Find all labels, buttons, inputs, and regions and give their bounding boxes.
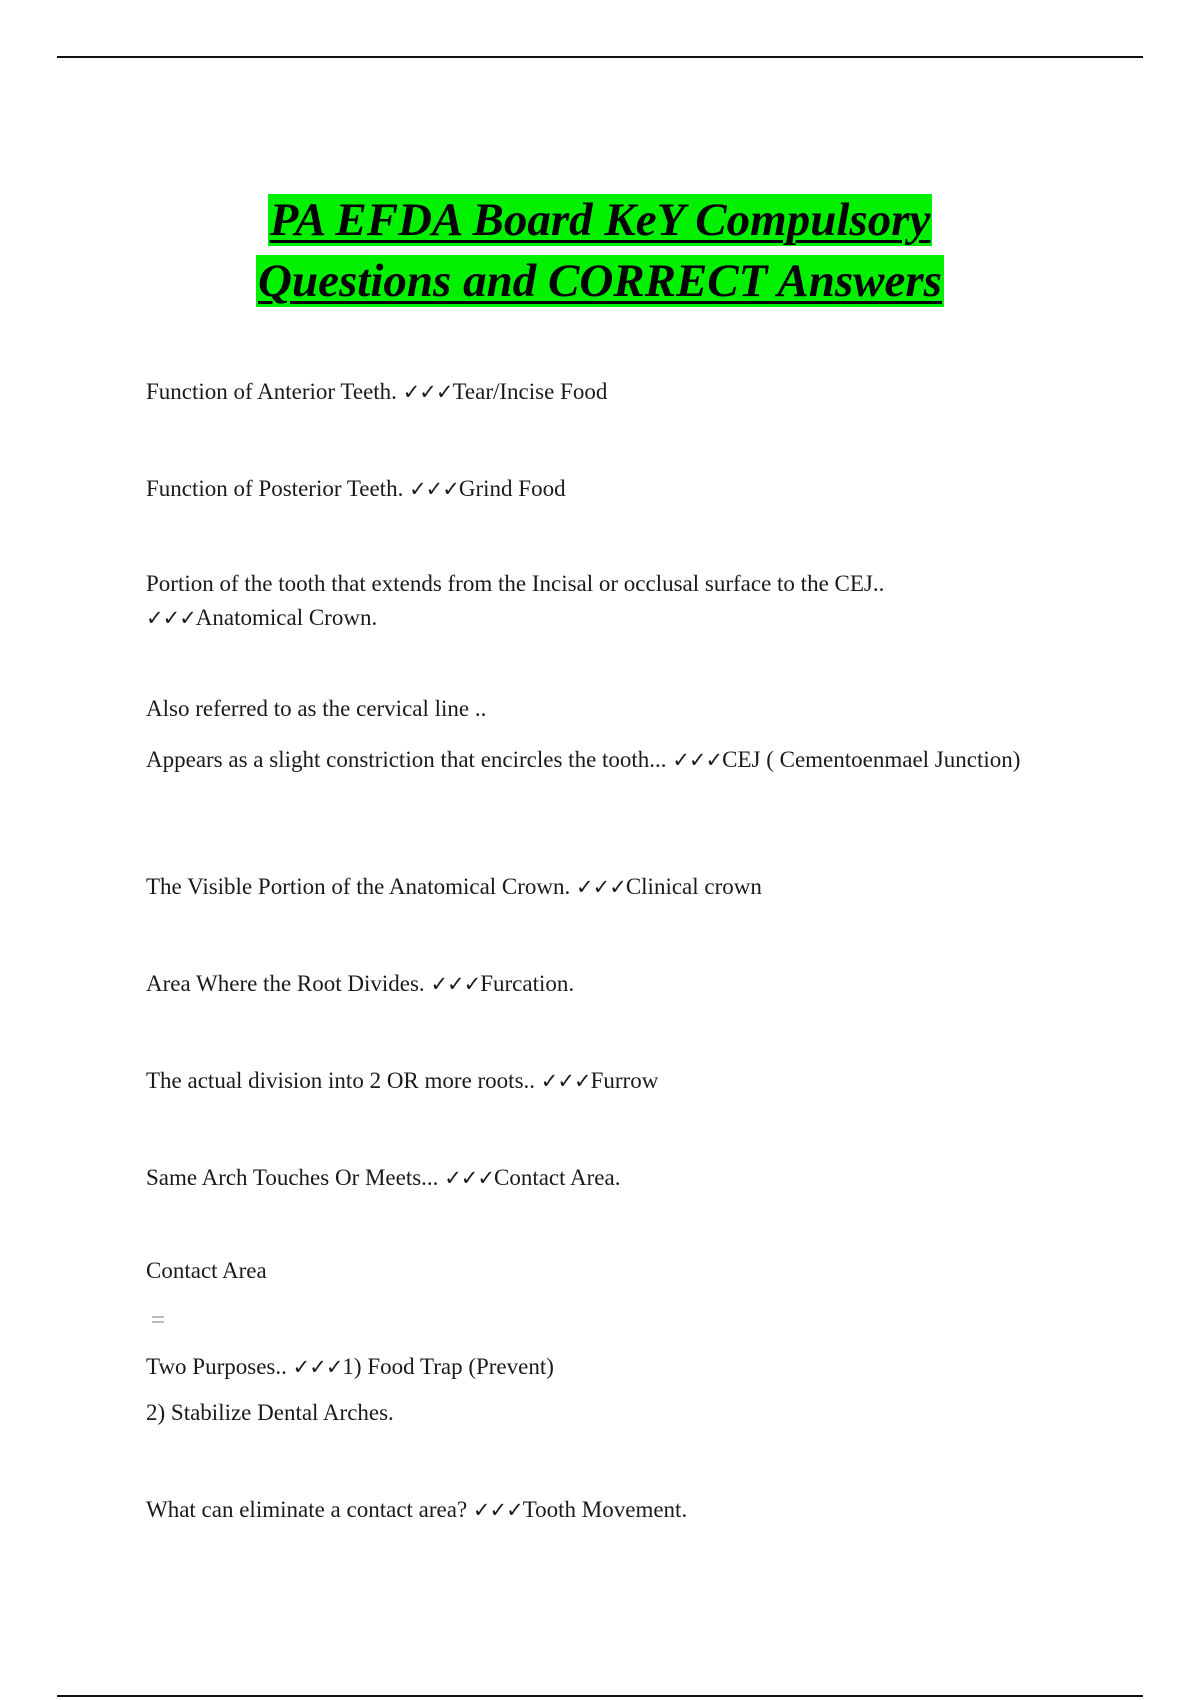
question-text: Same Arch Touches Or Meets... <box>146 1165 445 1190</box>
check-mark-icon: ✓✓✓ <box>146 606 196 630</box>
qa-item <box>146 1066 1046 1096</box>
qa-item <box>146 377 1046 407</box>
header-rule <box>57 56 1143 58</box>
document-title <box>0 190 1200 312</box>
question-text: Function of Anterior Teeth. <box>146 379 403 404</box>
question-text: The actual division into 2 OR more roots.. <box>146 1068 541 1093</box>
question-text: What can eliminate a contact area? <box>146 1497 473 1522</box>
answer-text: Contact Area. <box>493 1165 621 1190</box>
question-text: Portion of the tooth that extends from the Incisal or occlusal surface to the CEJ.. <box>146 571 885 596</box>
check-mark-icon: ✓✓✓ <box>576 875 626 899</box>
title-line-1: PA EFDA Board KeY Compulsory <box>269 194 931 246</box>
qa-item <box>146 1163 1046 1193</box>
answer-text: Clinical crown <box>625 874 762 899</box>
question-text: Area Where the Root Divides. <box>146 971 431 996</box>
answer-text: Furrow <box>590 1068 659 1093</box>
check-mark-icon: ✓✓✓ <box>430 972 481 996</box>
qa-item <box>146 474 1046 504</box>
answer-text: Tooth Movement. <box>522 1497 688 1522</box>
answer-text: CEJ ( Cementoenmael Junction) <box>722 747 1021 772</box>
qa-item <box>146 1495 1046 1525</box>
answer-text: Grind Food <box>458 476 566 501</box>
qa-item <box>146 1352 1046 1382</box>
question-text: Appears as a slight constriction that encircles the tooth... <box>146 747 673 772</box>
answer-continuation: 2) Stabilize Dental Arches. <box>146 1400 394 1425</box>
check-mark-icon: ✓✓✓ <box>409 477 459 501</box>
check-mark-icon: ✓✓✓ <box>540 1069 591 1093</box>
qa-pre-text: Also referred to as the cervical line .. <box>146 696 487 721</box>
check-mark-icon: ✓✓✓ <box>292 1355 343 1379</box>
qa-item <box>146 745 1046 775</box>
qa-item <box>146 872 1046 902</box>
question-text: Function of Posterior Teeth. <box>146 476 410 501</box>
check-mark-icon: ✓✓✓ <box>472 1498 523 1522</box>
check-mark-icon: ✓✓✓ <box>444 1166 494 1190</box>
footer-rule <box>57 1695 1143 1697</box>
separator-mark <box>152 1316 164 1323</box>
answer-text: Tear/Incise Food <box>452 379 608 404</box>
question-text: Two Purposes.. <box>146 1354 293 1379</box>
question-text: The Visible Portion of the Anatomical Crown. <box>146 874 577 899</box>
answer-text: Anatomical Crown. <box>195 605 378 630</box>
check-mark-icon: ✓✓✓ <box>672 748 723 772</box>
qa-item <box>146 567 1046 635</box>
answer-text: 1) Food Trap (Prevent) <box>342 1354 554 1379</box>
qa-item <box>146 969 1046 999</box>
answer-text: Furcation. <box>480 971 575 996</box>
qa-pre-text: Contact Area <box>146 1258 267 1283</box>
title-line-2: Questions and CORRECT Answers <box>258 255 942 307</box>
check-mark-icon: ✓✓✓ <box>402 380 453 404</box>
